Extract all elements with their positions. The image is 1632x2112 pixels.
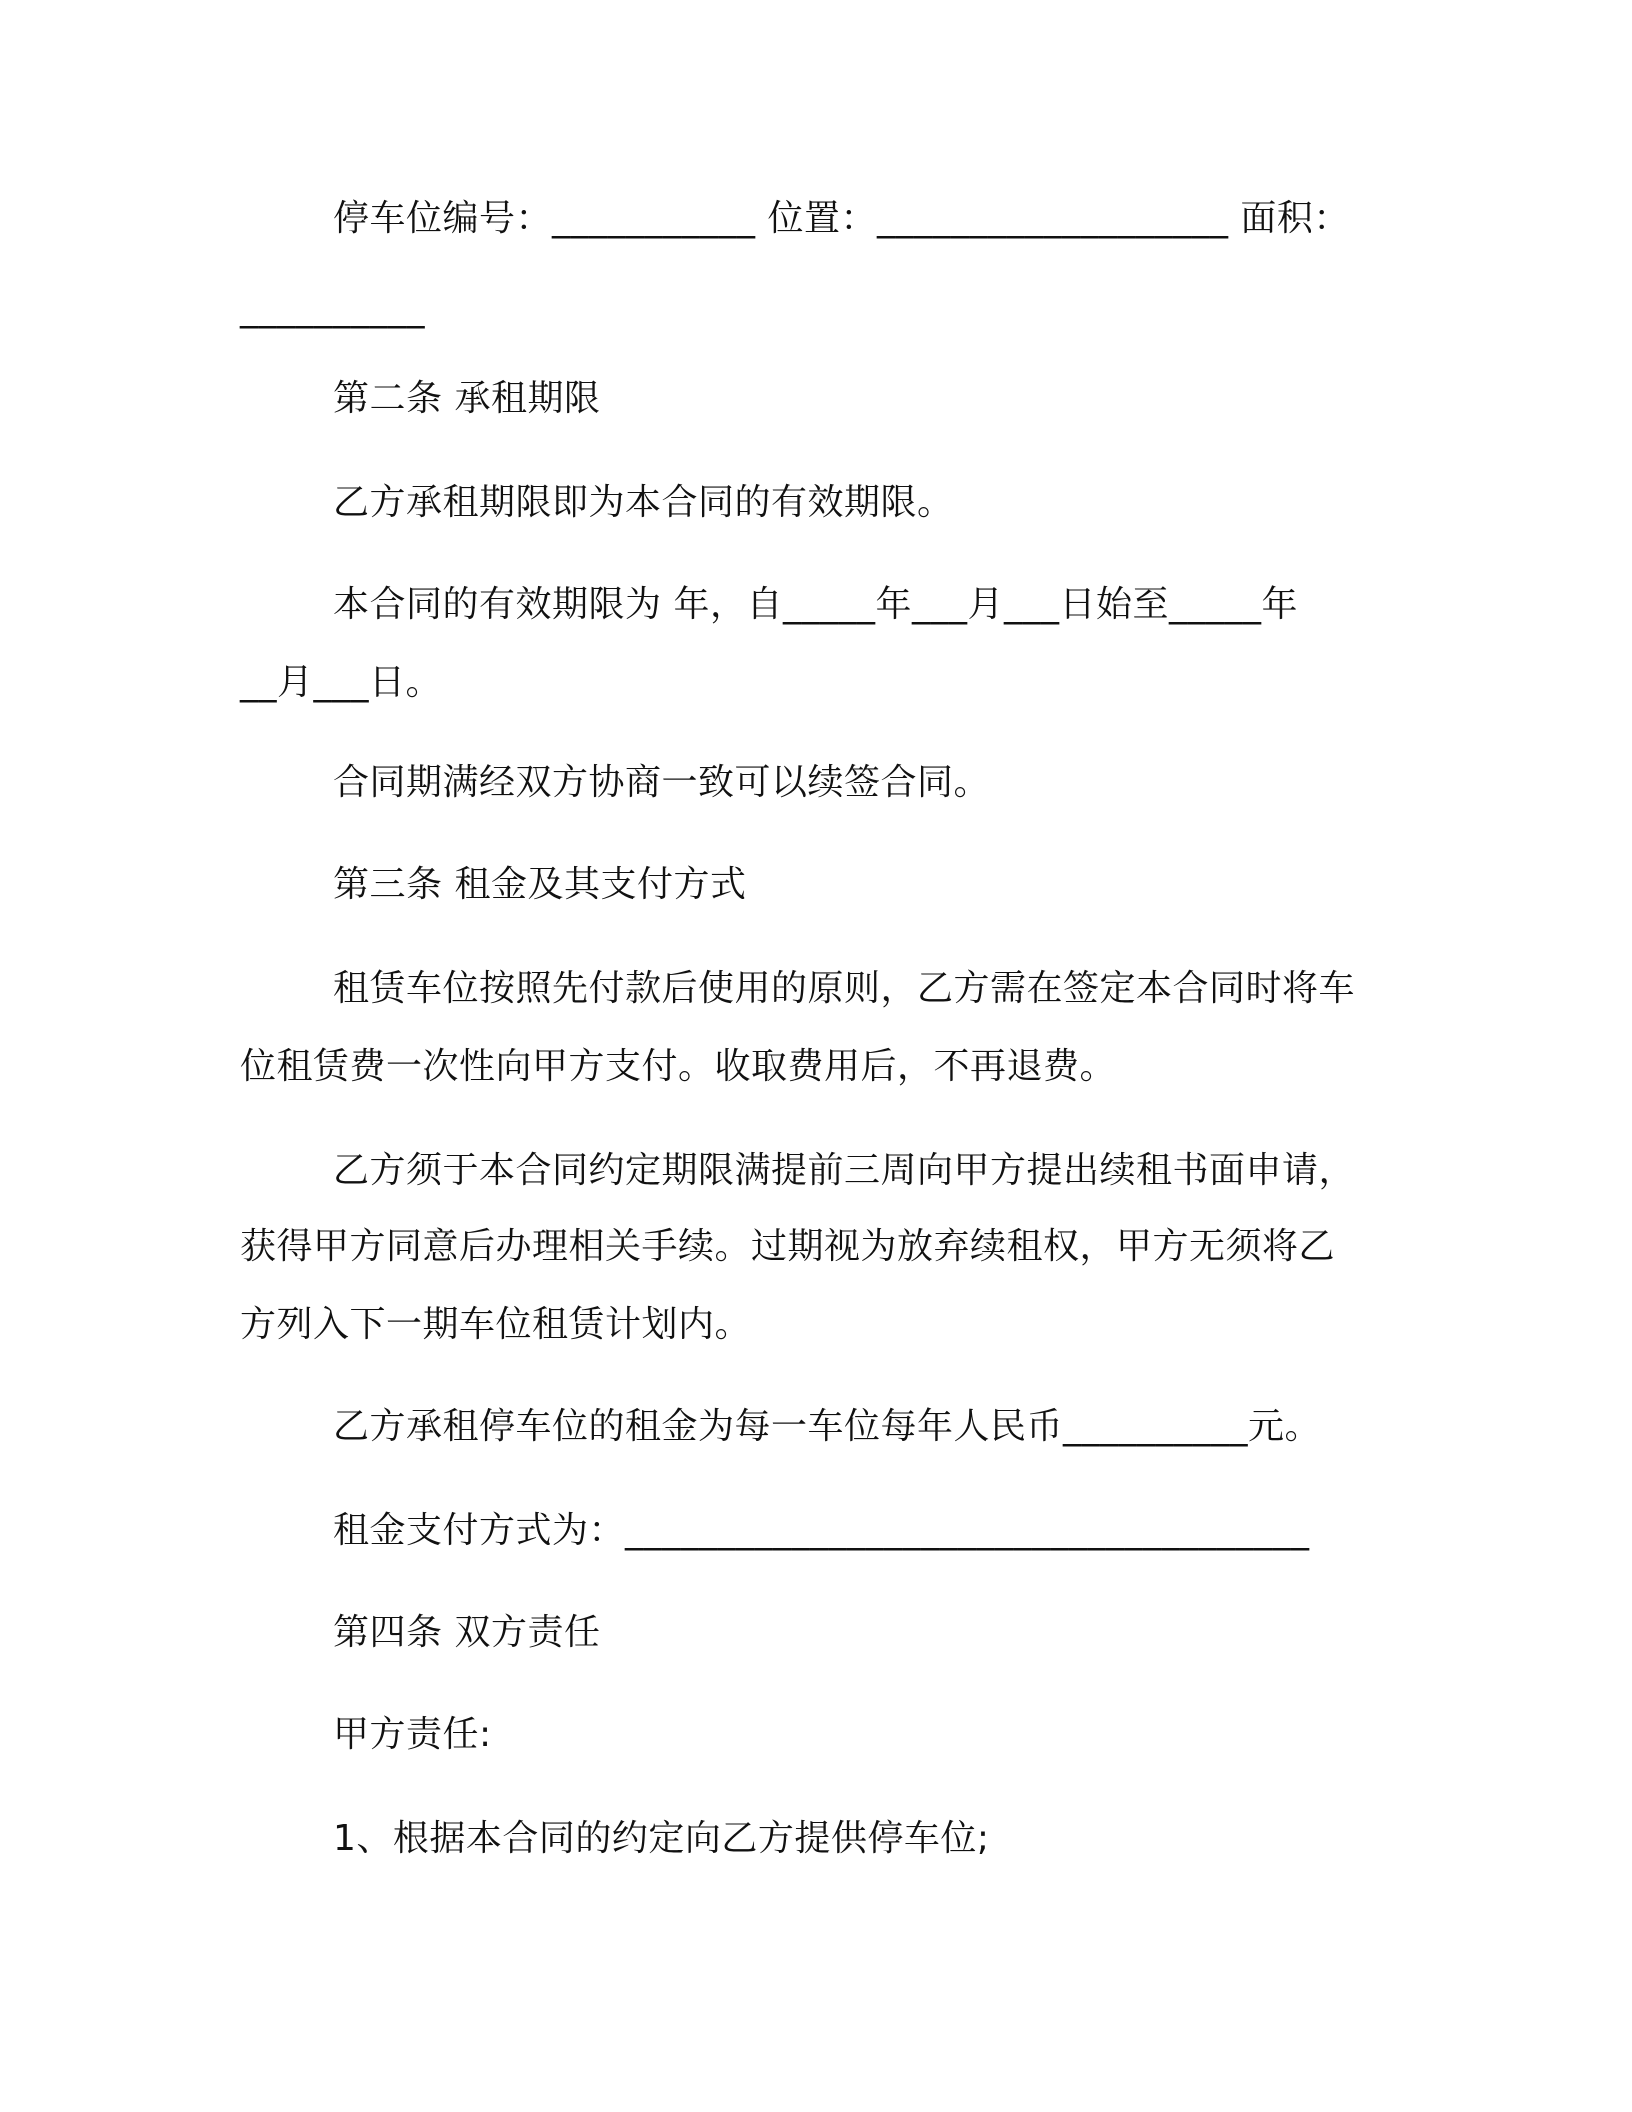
paragraph-prepayment: 租赁车位按照先付款后使用的原则，乙方需在签定本合同时将车: [333, 968, 1356, 1009]
parking-area-blank-line: __________: [240, 288, 425, 329]
party-a-duty-1: 1、根据本合同的约定向乙方提供停车位;: [333, 1818, 990, 1859]
paragraph-payment-method: 租金支付方式为：_____________________________________: [333, 1510, 1310, 1551]
party-a-responsibilities-heading: 甲方责任:: [333, 1714, 492, 1755]
paragraph-rent-amount: 乙方承租停车位的租金为每一车位每年人民币__________元。: [333, 1406, 1322, 1447]
paragraph-renewal: 合同期满经双方协商一致可以续签合同。: [333, 762, 991, 803]
paragraph-renewal-application-cont-1: 获得甲方同意后办理相关手续。过期视为放弃续租权，甲方无须将乙: [240, 1226, 1336, 1267]
article-4-heading: 第四条 双方责任: [333, 1612, 601, 1653]
paragraph-lease-term: 乙方承租期限即为本合同的有效期限。: [333, 482, 954, 523]
paragraph-validity-period: 本合同的有效期限为 年，自_____年___月___日始至_____年: [333, 584, 1298, 625]
paragraph-validity-period-cont: __月___日。: [240, 662, 443, 703]
paragraph-renewal-application: 乙方须于本合同约定期限满提前三周向甲方提出续租书面申请，: [333, 1150, 1356, 1191]
parking-space-fields-line: 停车位编号：___________ 位置：___________________ 面积：: [333, 198, 1350, 239]
article-2-heading: 第二条 承租期限: [333, 378, 601, 419]
paragraph-prepayment-cont: 位租赁费一次性向甲方支付。收取费用后，不再退费。: [240, 1046, 1117, 1087]
paragraph-renewal-application-cont-2: 方列入下一期车位租赁计划内。: [240, 1304, 752, 1345]
article-3-heading: 第三条 租金及其支付方式: [333, 864, 747, 905]
